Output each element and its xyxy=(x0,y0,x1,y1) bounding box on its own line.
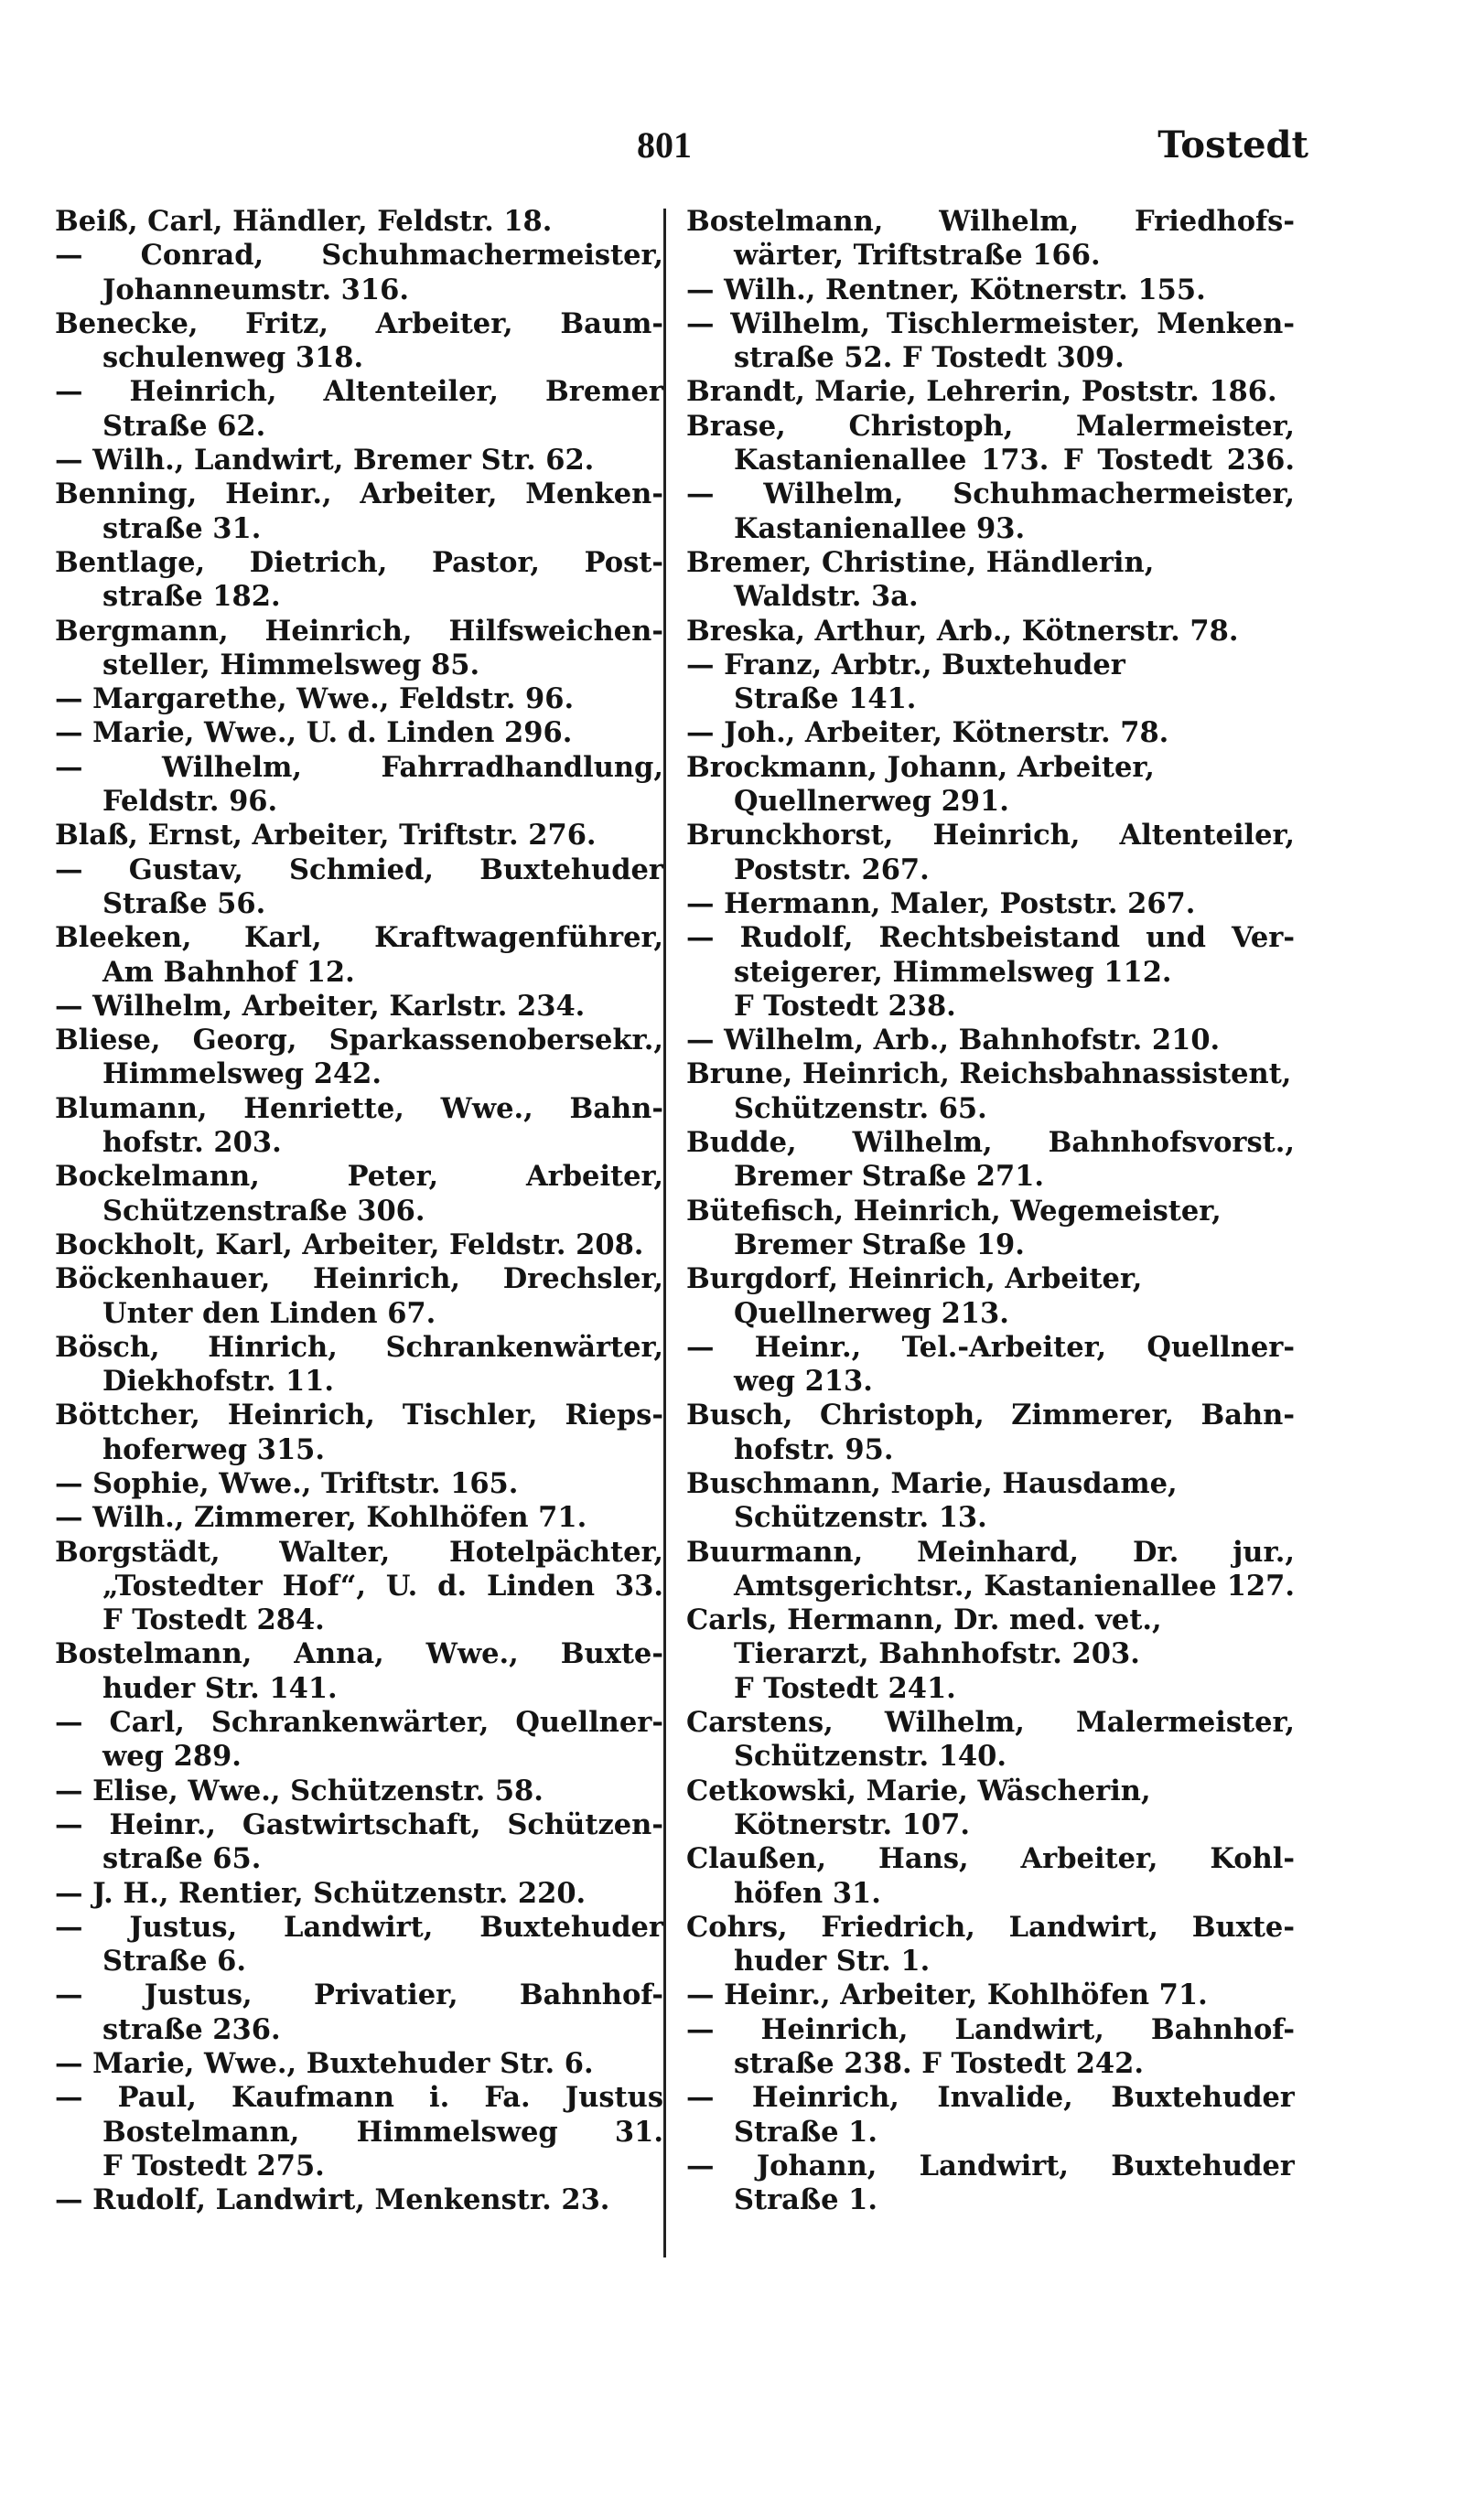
directory-line: Bremer Straße 271. xyxy=(734,1160,1045,1194)
directory-line: Brunckhorst, Heinrich, Altenteiler, xyxy=(686,819,1295,853)
directory-line: Bleeken, Karl, Kraftwagenführer, xyxy=(55,921,663,955)
directory-line: Schützenstr. 65. xyxy=(734,1091,987,1125)
directory-line: steigerer, Himmelsweg 112. xyxy=(734,955,1172,989)
directory-line: höfen 31. xyxy=(734,1876,881,1910)
directory-line: Straße 56. xyxy=(102,886,266,920)
directory-line: Straße 1. xyxy=(734,2115,877,2149)
directory-line: Buschmann, Marie, Hausdame, xyxy=(686,1466,1178,1500)
directory-line: Benecke, Fritz, Arbeiter, Baum- xyxy=(55,306,663,340)
directory-line: Diekhofstr. 11. xyxy=(102,1365,335,1399)
directory-line: Straße 6. xyxy=(102,1945,246,1978)
directory-line: Schützenstraße 306. xyxy=(102,1194,425,1228)
directory-line: straße 65. xyxy=(102,1842,262,1876)
directory-line: F Tostedt 275. xyxy=(102,2149,325,2182)
directory-line: — Wilhelm, Arb., Bahnhofstr. 210. xyxy=(686,1024,1221,1057)
directory-line: Unter den Linden 67. xyxy=(102,1296,436,1330)
directory-line: Bentlage, Dietrich, Pastor, Post- xyxy=(55,545,663,579)
directory-line: Poststr. 267. xyxy=(734,853,930,886)
directory-line: steller, Himmelsweg 85. xyxy=(102,648,480,681)
page-number: 801 xyxy=(637,124,692,166)
directory-line: Brune, Heinrich, Reichsbahnassistent, xyxy=(686,1057,1292,1091)
directory-line: Blaß, Ernst, Arbeiter, Triftstr. 276. xyxy=(55,819,597,853)
directory-line: — Heinrich, Landwirt, Bahnhof- xyxy=(686,2012,1295,2046)
directory-line: Bösch, Hinrich, Schrankenwärter, xyxy=(55,1330,663,1364)
directory-line: — Conrad, Schuhmachermeister, xyxy=(55,239,663,273)
directory-line: — Rudolf, Landwirt, Menkenstr. 23. xyxy=(55,2183,610,2217)
directory-line: Bliese, Georg, Sparkassenobersekr., xyxy=(55,1024,663,1057)
directory-line: — Marie, Wwe., U. d. Linden 296. xyxy=(55,716,573,750)
right-column xyxy=(686,205,1295,2270)
directory-line: — Heinr., Arbeiter, Kohlhöfen 71. xyxy=(686,1978,1208,2012)
directory-line: hoferweg 315. xyxy=(102,1432,326,1466)
directory-line: Kastanienallee 173. F Tostedt 236. xyxy=(734,444,1295,477)
directory-line: Bostelmann, Himmelsweg 31. xyxy=(102,2115,663,2149)
directory-line: — Marie, Wwe., Buxtehuder Str. 6. xyxy=(55,2047,594,2081)
directory-line: — Heinr., Gastwirtschaft, Schützen- xyxy=(55,1807,663,1841)
directory-line: F Tostedt 238. xyxy=(734,989,956,1023)
directory-line: F Tostedt 241. xyxy=(734,1671,956,1705)
directory-line: — Wilhelm, Fahrradhandlung, xyxy=(55,750,663,784)
directory-line: — Wilh., Rentner, Kötnerstr. 155. xyxy=(686,273,1206,306)
directory-line: — Elise, Wwe., Schützenstr. 58. xyxy=(55,1774,544,1807)
directory-line: Brandt, Marie, Lehrerin, Poststr. 186. xyxy=(686,375,1277,409)
directory-line: schulenweg 318. xyxy=(102,341,364,375)
directory-line: Schützenstr. 140. xyxy=(734,1740,1006,1774)
directory-line: straße 238. F Tostedt 242. xyxy=(734,2047,1144,2081)
directory-line: Kötnerstr. 107. xyxy=(734,1807,970,1841)
directory-line: Cohrs, Friedrich, Landwirt, Buxte- xyxy=(686,1910,1295,1944)
directory-line: — Wilh., Landwirt, Bremer Str. 62. xyxy=(55,444,595,477)
running-head: Tostedt xyxy=(1157,123,1308,166)
directory-line: — Heinrich, Invalide, Buxtehuder xyxy=(686,2081,1295,2115)
directory-line: — Gustav, Schmied, Buxtehuder xyxy=(55,853,663,886)
directory-line: Cetkowski, Marie, Wäscherin, xyxy=(686,1774,1151,1807)
directory-line: Tierarzt, Bahnhofstr. 203. xyxy=(734,1637,1140,1671)
directory-line: Carls, Hermann, Dr. med. vet., xyxy=(686,1603,1162,1637)
directory-line: Bütefisch, Heinrich, Wegemeister, xyxy=(686,1194,1222,1228)
directory-line: — Carl, Schrankenwärter, Quellner- xyxy=(55,1706,663,1740)
directory-line: — Franz, Arbtr., Buxtehuder xyxy=(686,648,1125,681)
directory-line: Bergmann, Heinrich, Hilfsweichen- xyxy=(55,614,663,648)
directory-line: — Wilhelm, Arbeiter, Karlstr. 234. xyxy=(55,989,586,1023)
directory-line: — Rudolf, Rechtsbeistand und Ver- xyxy=(686,921,1295,955)
directory-line: Bremer, Christine, Händlerin, xyxy=(686,545,1155,579)
directory-line: Busch, Christoph, Zimmerer, Bahn- xyxy=(686,1399,1295,1432)
directory-line: — Heinrich, Altenteiler, Bremer xyxy=(55,375,663,409)
directory-line: Kastanienallee 93. xyxy=(734,511,1026,545)
directory-line: Am Bahnhof 12. xyxy=(102,955,355,989)
directory-line: — Wilhelm, Tischlermeister, Menken- xyxy=(686,306,1295,340)
directory-line: Beiß, Carl, Händler, Feldstr. 18. xyxy=(55,205,553,238)
directory-line: huder Str. 1. xyxy=(734,1945,931,1978)
directory-line: F Tostedt 284. xyxy=(102,1603,325,1637)
page-header xyxy=(55,123,1308,178)
directory-line: Böckenhauer, Heinrich, Drechsler, xyxy=(55,1262,663,1296)
directory-line: Böttcher, Heinrich, Tischler, Rieps- xyxy=(55,1399,663,1432)
directory-line: Johanneumstr. 316. xyxy=(102,273,409,306)
directory-line: weg 289. xyxy=(102,1740,242,1774)
directory-line: — Sophie, Wwe., Triftstr. 165. xyxy=(55,1466,519,1500)
directory-line: Feldstr. 96. xyxy=(102,785,278,819)
directory-line: Buurmann, Meinhard, Dr. jur., xyxy=(686,1535,1295,1569)
directory-line: huder Str. 141. xyxy=(102,1671,338,1705)
directory-line: Schützenstr. 13. xyxy=(734,1501,987,1535)
directory-line: Bostelmann, Anna, Wwe., Buxte- xyxy=(55,1637,663,1671)
directory-line: Budde, Wilhelm, Bahnhofsvorst., xyxy=(686,1126,1295,1160)
directory-line: Burgdorf, Heinrich, Arbeiter, xyxy=(686,1262,1143,1296)
directory-line: Waldstr. 3a. xyxy=(734,580,919,614)
directory-line: — Margarethe, Wwe., Feldstr. 96. xyxy=(55,682,575,716)
directory-line: — Hermann, Maler, Poststr. 267. xyxy=(686,886,1196,920)
directory-line: Brase, Christoph, Malermeister, xyxy=(686,409,1295,443)
directory-line: wärter, Triftstraße 166. xyxy=(734,239,1101,273)
directory-line: — Heinr., Tel.-Arbeiter, Quellner- xyxy=(686,1330,1295,1364)
directory-line: Amtsgerichtsr., Kastanienallee 127. xyxy=(734,1569,1295,1603)
directory-line: Quellnerweg 291. xyxy=(734,785,1009,819)
directory-line: Carstens, Wilhelm, Malermeister, xyxy=(686,1706,1295,1740)
directory-line: Claußen, Hans, Arbeiter, Kohl- xyxy=(686,1842,1295,1876)
directory-line: Breska, Arthur, Arb., Kötnerstr. 78. xyxy=(686,614,1239,648)
directory-line: Straße 62. xyxy=(102,409,266,443)
directory-line: — J. H., Rentier, Schützenstr. 220. xyxy=(55,1876,587,1910)
directory-line: — Justus, Landwirt, Buxtehuder xyxy=(55,1910,663,1944)
directory-line: — Justus, Privatier, Bahnhof- xyxy=(55,1978,663,2012)
directory-line: hofstr. 95. xyxy=(734,1432,894,1466)
directory-line: hofstr. 203. xyxy=(102,1126,282,1160)
directory-line: Quellnerweg 213. xyxy=(734,1296,1009,1330)
directory-line: straße 182. xyxy=(102,580,281,614)
directory-line: Bostelmann, Wilhelm, Friedhofs- xyxy=(686,205,1295,238)
directory-line: Straße 1. xyxy=(734,2183,877,2217)
directory-line: Straße 141. xyxy=(734,682,917,716)
directory-line: Benning, Heinr., Arbeiter, Menken- xyxy=(55,477,663,511)
directory-line: Brockmann, Johann, Arbeiter, xyxy=(686,750,1155,784)
directory-line: straße 31. xyxy=(102,511,262,545)
directory-line: Bockholt, Karl, Arbeiter, Feldstr. 208. xyxy=(55,1228,644,1261)
directory-line: — Wilh., Zimmerer, Kohlhöfen 71. xyxy=(55,1501,587,1535)
left-column xyxy=(55,205,663,2270)
directory-line: — Wilhelm, Schuhmachermeister, xyxy=(686,477,1295,511)
directory-line: weg 213. xyxy=(734,1365,873,1399)
column-divider xyxy=(663,209,666,2257)
directory-line: Bremer Straße 19. xyxy=(734,1228,1025,1261)
directory-line: Himmelsweg 242. xyxy=(102,1057,382,1091)
directory-line: straße 236. xyxy=(102,2012,281,2046)
directory-line: Blumann, Henriette, Wwe., Bahn- xyxy=(55,1091,663,1125)
directory-line: „Tostedter Hof“, U. d. Linden 33. xyxy=(102,1569,663,1603)
directory-line: Bockelmann, Peter, Arbeiter, xyxy=(55,1160,663,1194)
directory-line: — Paul, Kaufmann i. Fa. Justus xyxy=(55,2081,663,2115)
directory-line: — Joh., Arbeiter, Kötnerstr. 78. xyxy=(686,716,1169,750)
directory-line: — Johann, Landwirt, Buxtehuder xyxy=(686,2149,1295,2182)
directory-line: straße 52. F Tostedt 309. xyxy=(734,341,1125,375)
directory-line: Borgstädt, Walter, Hotelpächter, xyxy=(55,1535,663,1569)
